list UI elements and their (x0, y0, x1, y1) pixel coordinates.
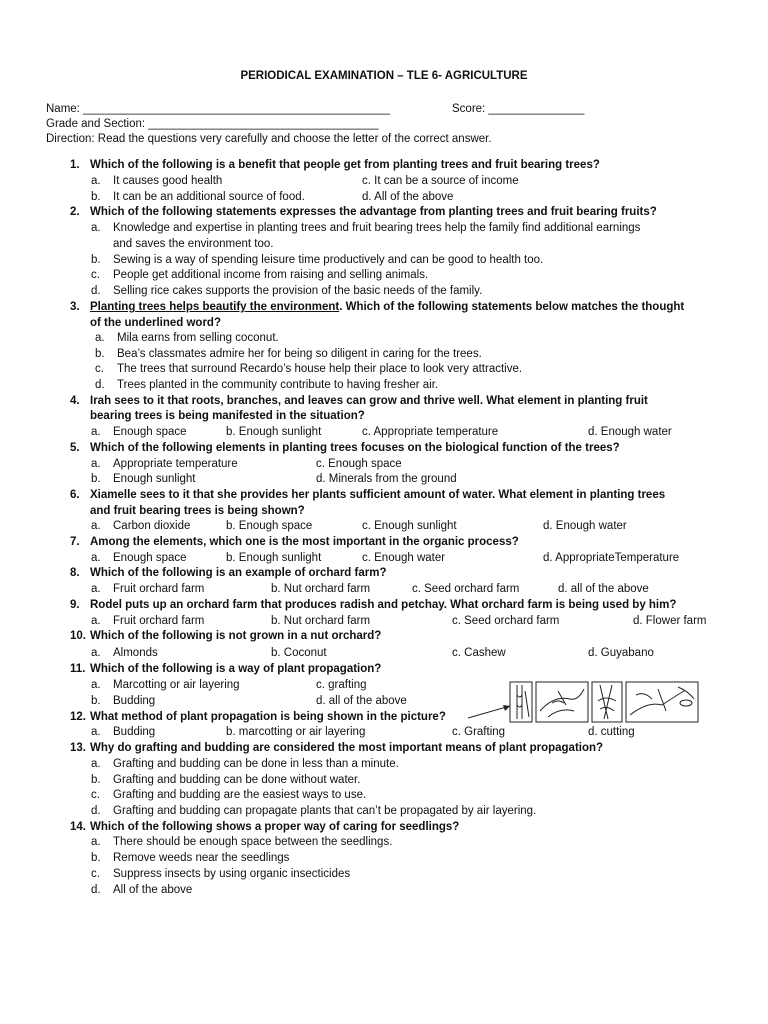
option-4d: d. Enough water (588, 426, 672, 438)
option-10b: b. Coconut (271, 647, 327, 659)
option-5a: a. Appropriate temperature (91, 458, 238, 470)
question-4: 4. Irah sees to it that roots, branches, and leaves can grow and thrive well. What element in planting fruit (70, 395, 648, 407)
question-10: 10. Which of the following is not grown in a nut orchard? (70, 630, 382, 642)
option-1d: d. All of the above (362, 191, 454, 203)
option-2a-cont: and saves the environment too. (113, 238, 274, 250)
option-3b: b. Bea’s classmates admire her for being so diligent in caring for the trees. (95, 348, 482, 360)
question-1: 1. Which of the following is a benefit that people get from planting trees and fruit bearing trees? (70, 159, 600, 171)
option-12d: d. cutting (588, 726, 635, 738)
option-14b: b. Remove weeds near the seedlings (91, 852, 290, 864)
option-6d: d. Enough water (543, 520, 627, 532)
option-13b: b. Grafting and budding can be done without water. (91, 774, 361, 786)
propagation-illustration (508, 681, 700, 723)
option-13a: a. Grafting and budding can be done in less than a minute. (91, 758, 399, 770)
question-2: 2. Which of the following statements expresses the advantage from planting trees and fruit bearing fruits? (70, 206, 657, 218)
option-4a: a. Enough space (91, 426, 187, 438)
option-10a: a. Almonds (91, 647, 158, 659)
question-12: 12. What method of plant propagation is being shown in the picture? (70, 711, 446, 723)
grade-section-field: Grade and Section: ____________________________________ (46, 118, 379, 130)
option-1b: b. It can be an additional source of food. (91, 191, 305, 203)
option-8a: a. Fruit orchard farm (91, 583, 205, 595)
option-5d: d. Minerals from the ground (316, 473, 457, 485)
question-9: 9. Rodel puts up an orchard farm that produces radish and petchay. What orchard farm is being used by him? (70, 599, 677, 611)
option-5c: c. Enough space (316, 458, 402, 470)
option-8b: b. Nut orchard farm (271, 583, 371, 595)
option-2c: c. People get additional income from raising and selling animals. (91, 269, 429, 281)
option-9c: c. Seed orchard farm (452, 615, 560, 627)
name-field: Name: ________________________________________________ (46, 103, 391, 115)
question-4-cont: bearing trees is being manifested in the situation? (90, 410, 365, 422)
option-9b: b. Nut orchard farm (271, 615, 371, 627)
option-1c: c. It can be a source of income (362, 175, 519, 187)
option-9d: d. Flower farm (633, 615, 707, 627)
option-12c: c. Grafting (452, 726, 506, 738)
option-11d: d. all of the above (316, 695, 407, 707)
option-10d: d. Guyabano (588, 647, 654, 659)
direction-text: Direction: Read the questions very carefully and choose the letter of the correct answer. (46, 133, 492, 145)
option-5b: b. Enough sunlight (91, 473, 196, 485)
option-2b: b. Sewing is a way of spending leisure time productively and can be good to health too. (91, 254, 544, 266)
option-2a: a. Knowledge and expertise in planting trees and fruit bearing trees help the family find additional earnings (91, 222, 641, 234)
option-3d: d. Trees planted in the community contribute to having fresher air. (95, 379, 439, 391)
option-14d: d. All of the above (91, 884, 193, 896)
option-8c: c. Seed orchard farm (412, 583, 520, 595)
option-13d: d. Grafting and budding can propagate plants that can’t be propagated by air layering. (91, 805, 537, 817)
question-7: 7. Among the elements, which one is the most important in the organic process? (70, 536, 519, 548)
question-13: 13. Why do grafting and budding are considered the most important means of plant propagation? (70, 742, 604, 754)
question-11: 11. Which of the following is a way of plant propagation? (70, 663, 382, 675)
option-6c: c. Enough sunlight (362, 520, 457, 532)
option-6b: b. Enough space (226, 520, 313, 532)
option-9a: a. Fruit orchard farm (91, 615, 205, 627)
question-8: 8. Which of the following is an example of orchard farm? (70, 567, 387, 579)
option-2d: d. Selling rice cakes supports the provision of the basic needs of the family. (91, 285, 483, 297)
option-6a: a. Carbon dioxide (91, 520, 191, 532)
option-11a: a. Marcotting or air layering (91, 679, 240, 691)
option-4c: c. Appropriate temperature (362, 426, 499, 438)
option-13c: c. Grafting and budding are the easiest ways to use. (91, 789, 367, 801)
question-3-cont: of the underlined word? (90, 317, 221, 329)
option-7a: a. Enough space (91, 552, 187, 564)
option-11c: c. grafting (316, 679, 367, 691)
option-14c: c. Suppress insects by using organic insecticides (91, 868, 351, 880)
score-field: Score: _______________ (452, 103, 585, 115)
question-5: 5. Which of the following elements in planting trees focuses on the biological function of the trees? (70, 442, 620, 454)
option-14a: a. There should be enough space between the seedlings. (91, 836, 393, 848)
option-10c: c. Cashew (452, 647, 506, 659)
option-1a: a. It causes good health (91, 175, 223, 187)
option-3a: a. Mila earns from selling coconut. (95, 332, 279, 344)
question-6: 6. Xiamelle sees to it that she provides her plants sufficient amount of water. What element in planting trees (70, 489, 666, 501)
option-7c: c. Enough water (362, 552, 446, 564)
question-14: 14. Which of the following shows a proper way of caring for seedlings? (70, 821, 460, 833)
exam-title: PERIODICAL EXAMINATION – TLE 6- AGRICULTURE (240, 70, 528, 82)
option-3c: c. The trees that surround Recardo’s house help their place to look very attractive. (95, 363, 523, 375)
option-8d: d. all of the above (558, 583, 649, 595)
option-7d: d. AppropriateTemperature (543, 552, 680, 564)
question-3: 3. Planting trees helps beautify the environment. Which of the following statements below matches the thought (70, 301, 685, 313)
option-12a: a. Budding (91, 726, 156, 738)
question-6-cont: and fruit bearing trees is being shown? (90, 505, 305, 517)
option-4b: b. Enough sunlight (226, 426, 322, 438)
pointer-arrow-icon (466, 700, 514, 722)
option-11b: b. Budding (91, 695, 156, 707)
option-7b: b. Enough sunlight (226, 552, 322, 564)
option-12b: b. marcotting or air layering (226, 726, 366, 738)
